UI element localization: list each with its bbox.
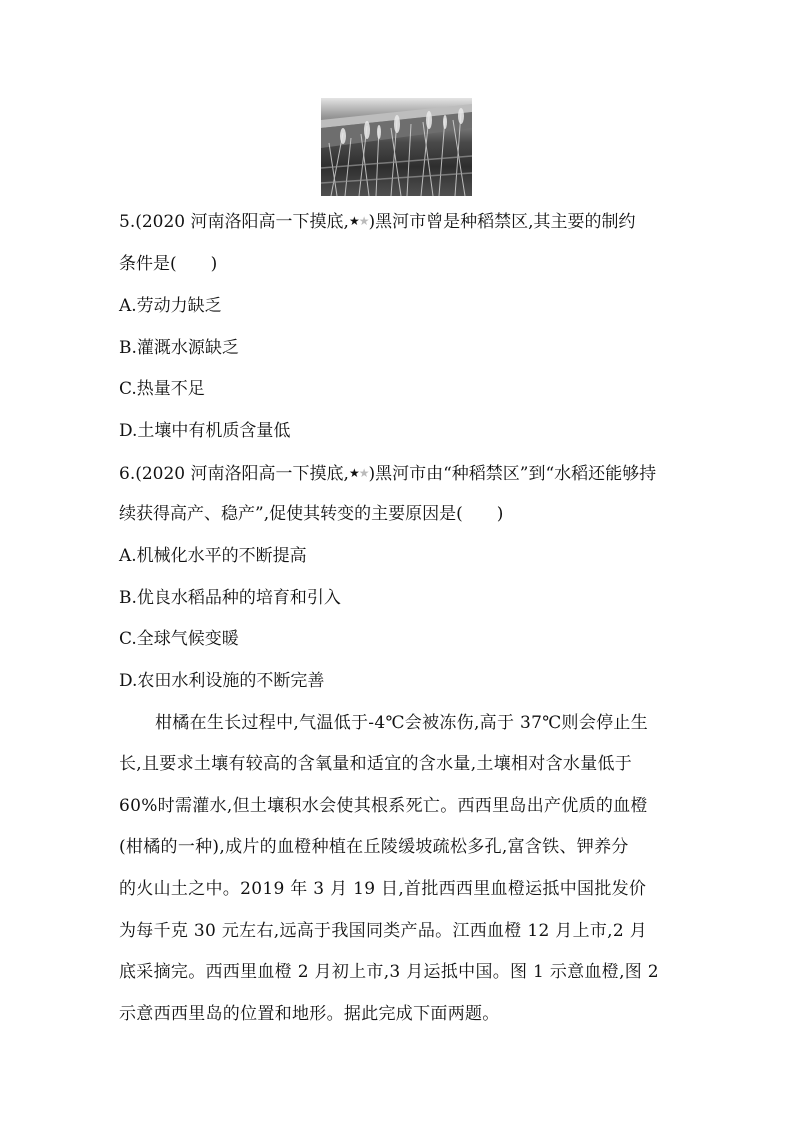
rice-field-photo — [321, 98, 472, 196]
q5-option-d[interactable]: D.土壤中有机质含量低 — [119, 421, 291, 441]
passage-line: (柑橘的一种),成片的血橙种植在丘陵缓坡疏松多孔,富含铁、钾养分 — [119, 837, 629, 857]
star-hollow-icon: ★ — [358, 466, 369, 480]
passage-line: 长,且要求土壤有较高的含氧量和适宜的含水量,土壤相对含水量低于 — [119, 754, 633, 774]
passage-line: 示意西西里岛的位置和地形。据此完成下面两题。 — [119, 1004, 500, 1024]
q5-option-b[interactable]: B.灌溉水源缺乏 — [119, 338, 239, 358]
star-hollow-icon: ★ — [358, 214, 369, 228]
q5-option-c[interactable]: C.热量不足 — [119, 379, 205, 399]
q5-option-a[interactable]: A.劳动力缺乏 — [119, 296, 222, 316]
passage-line: 为每千克 30 元左右,远高于我国同类产品。江西血橙 12 月上市,2 月 — [119, 921, 648, 941]
star-filled-icon: ★ — [348, 466, 359, 480]
q5-stem-line1 — [119, 210, 636, 233]
difficulty-stars — [349, 466, 369, 480]
difficulty-stars — [349, 214, 369, 228]
q5-stem-suffix: )黑河市曾是种稻禁区,其主要的制约 — [368, 212, 636, 232]
q6-option-a[interactable]: A.机械化水平的不断提高 — [119, 546, 307, 566]
passage-line: 底采摘完。西西里血橙 2 月初上市,3 月运抵中国。图 1 示意血橙,图 2 — [119, 962, 659, 982]
passage-line: 60%时需灌水,但土壤积水会使其根系死亡。西西里岛出产优质的血橙 — [119, 796, 648, 816]
q6-option-c[interactable]: C.全球气候变暖 — [119, 629, 239, 649]
q6-stem-line1 — [119, 462, 656, 485]
q6-stem-suffix: )黑河市由“种稻禁区”到“水稻还能够持 — [368, 464, 657, 484]
star-filled-icon: ★ — [348, 214, 359, 228]
q6-option-d[interactable]: D.农田水利设施的不断完善 — [119, 671, 325, 691]
q5-stem-line2: 条件是( ) — [119, 254, 218, 274]
q6-option-b[interactable]: B.优良水稻品种的培育和引入 — [119, 588, 341, 608]
q6-stem-line2: 续获得高产、稳产”,促使其转变的主要原因是( ) — [119, 504, 504, 524]
passage-line: 柑橘在生长过程中,气温低于-4℃会被冻伤,高于 37℃则会停止生 — [155, 713, 649, 733]
q6-stem-prefix: 6.(2020 河南洛阳高一下摸底, — [119, 464, 349, 484]
passage-line: 的火山土之中。2019 年 3 月 19 日,首批西西里血橙运抵中国批发价 — [119, 879, 647, 899]
q5-stem-prefix: 5.(2020 河南洛阳高一下摸底, — [119, 212, 349, 232]
